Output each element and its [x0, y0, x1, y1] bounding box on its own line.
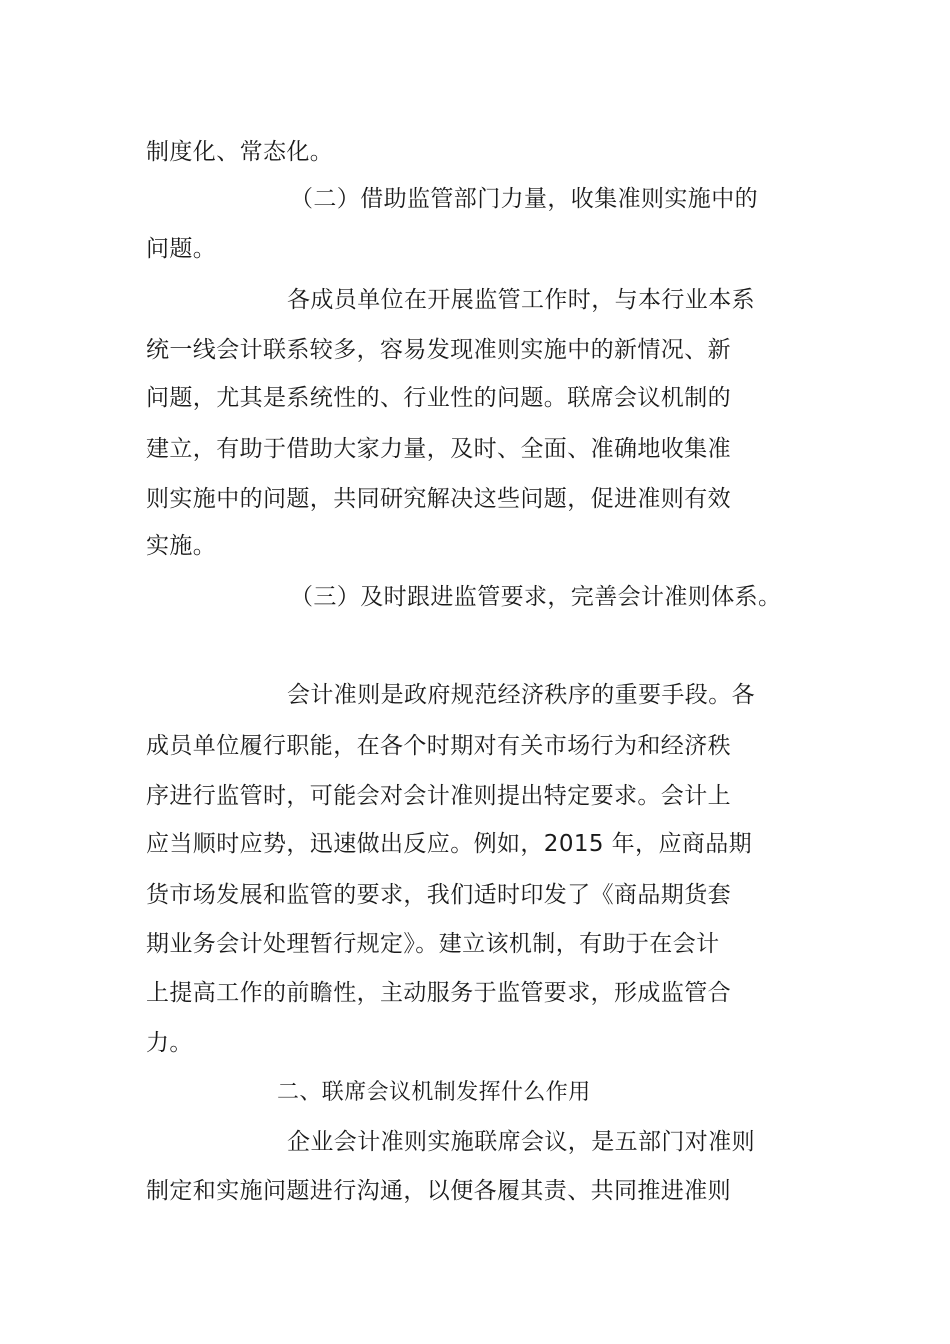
paragraph-line: 实施。 [146, 533, 217, 559]
section-heading: 二、联席会议机制发挥什么作用 [277, 1080, 591, 1105]
subheading-2: （二）借助监管部门力量，收集准则实施中的 [290, 186, 758, 212]
paragraph-line: 成员单位履行职能，在各个时期对有关市场行为和经济秩 [146, 733, 731, 759]
paragraph-line: 建立，有助于借助大家力量，及时、全面、准确地收集准 [146, 436, 731, 462]
paragraph-line: 货市场发展和监管的要求，我们适时印发了《商品期货套 [146, 882, 731, 908]
paragraph-line: 制定和实施问题进行沟通，以便各履其责、共同推进准则 [146, 1178, 731, 1204]
paragraph-line: 各成员单位在开展监管工作时，与本行业本系 [287, 287, 755, 313]
paragraph-line: 企业会计准则实施联席会议，是五部门对准则 [287, 1129, 755, 1155]
paragraph-line: 上提高工作的前瞻性，主动服务于监管要求，形成监管合 [146, 980, 731, 1006]
paragraph-line: 则实施中的问题，共同研究解决这些问题，促进准则有效 [146, 486, 731, 512]
paragraph-line: 问题。 [146, 236, 217, 262]
subheading-3: （三）及时跟进监管要求，完善会计准则体系。 [290, 584, 782, 610]
paragraph-line: 问题，尤其是系统性的、行业性的问题。联席会议机制的 [146, 385, 731, 411]
paragraph-line: 力。 [146, 1030, 193, 1056]
paragraph-line: 会计准则是政府规范经济秩序的重要手段。各 [287, 682, 755, 708]
paragraph-line: 制度化、常态化。 [146, 139, 334, 165]
paragraph-line: 期业务会计处理暂行规定》。建立该机制，有助于在会计 [146, 931, 720, 957]
paragraph-line: 序进行监管时，可能会对会计准则提出特定要求。会计上 [146, 783, 731, 809]
paragraph-line: 应当顺时应势，迅速做出反应。例如，2015 年，应商品期 [146, 831, 753, 857]
paragraph-line: 统一线会计联系较多，容易发现准则实施中的新情况、新 [146, 337, 731, 363]
